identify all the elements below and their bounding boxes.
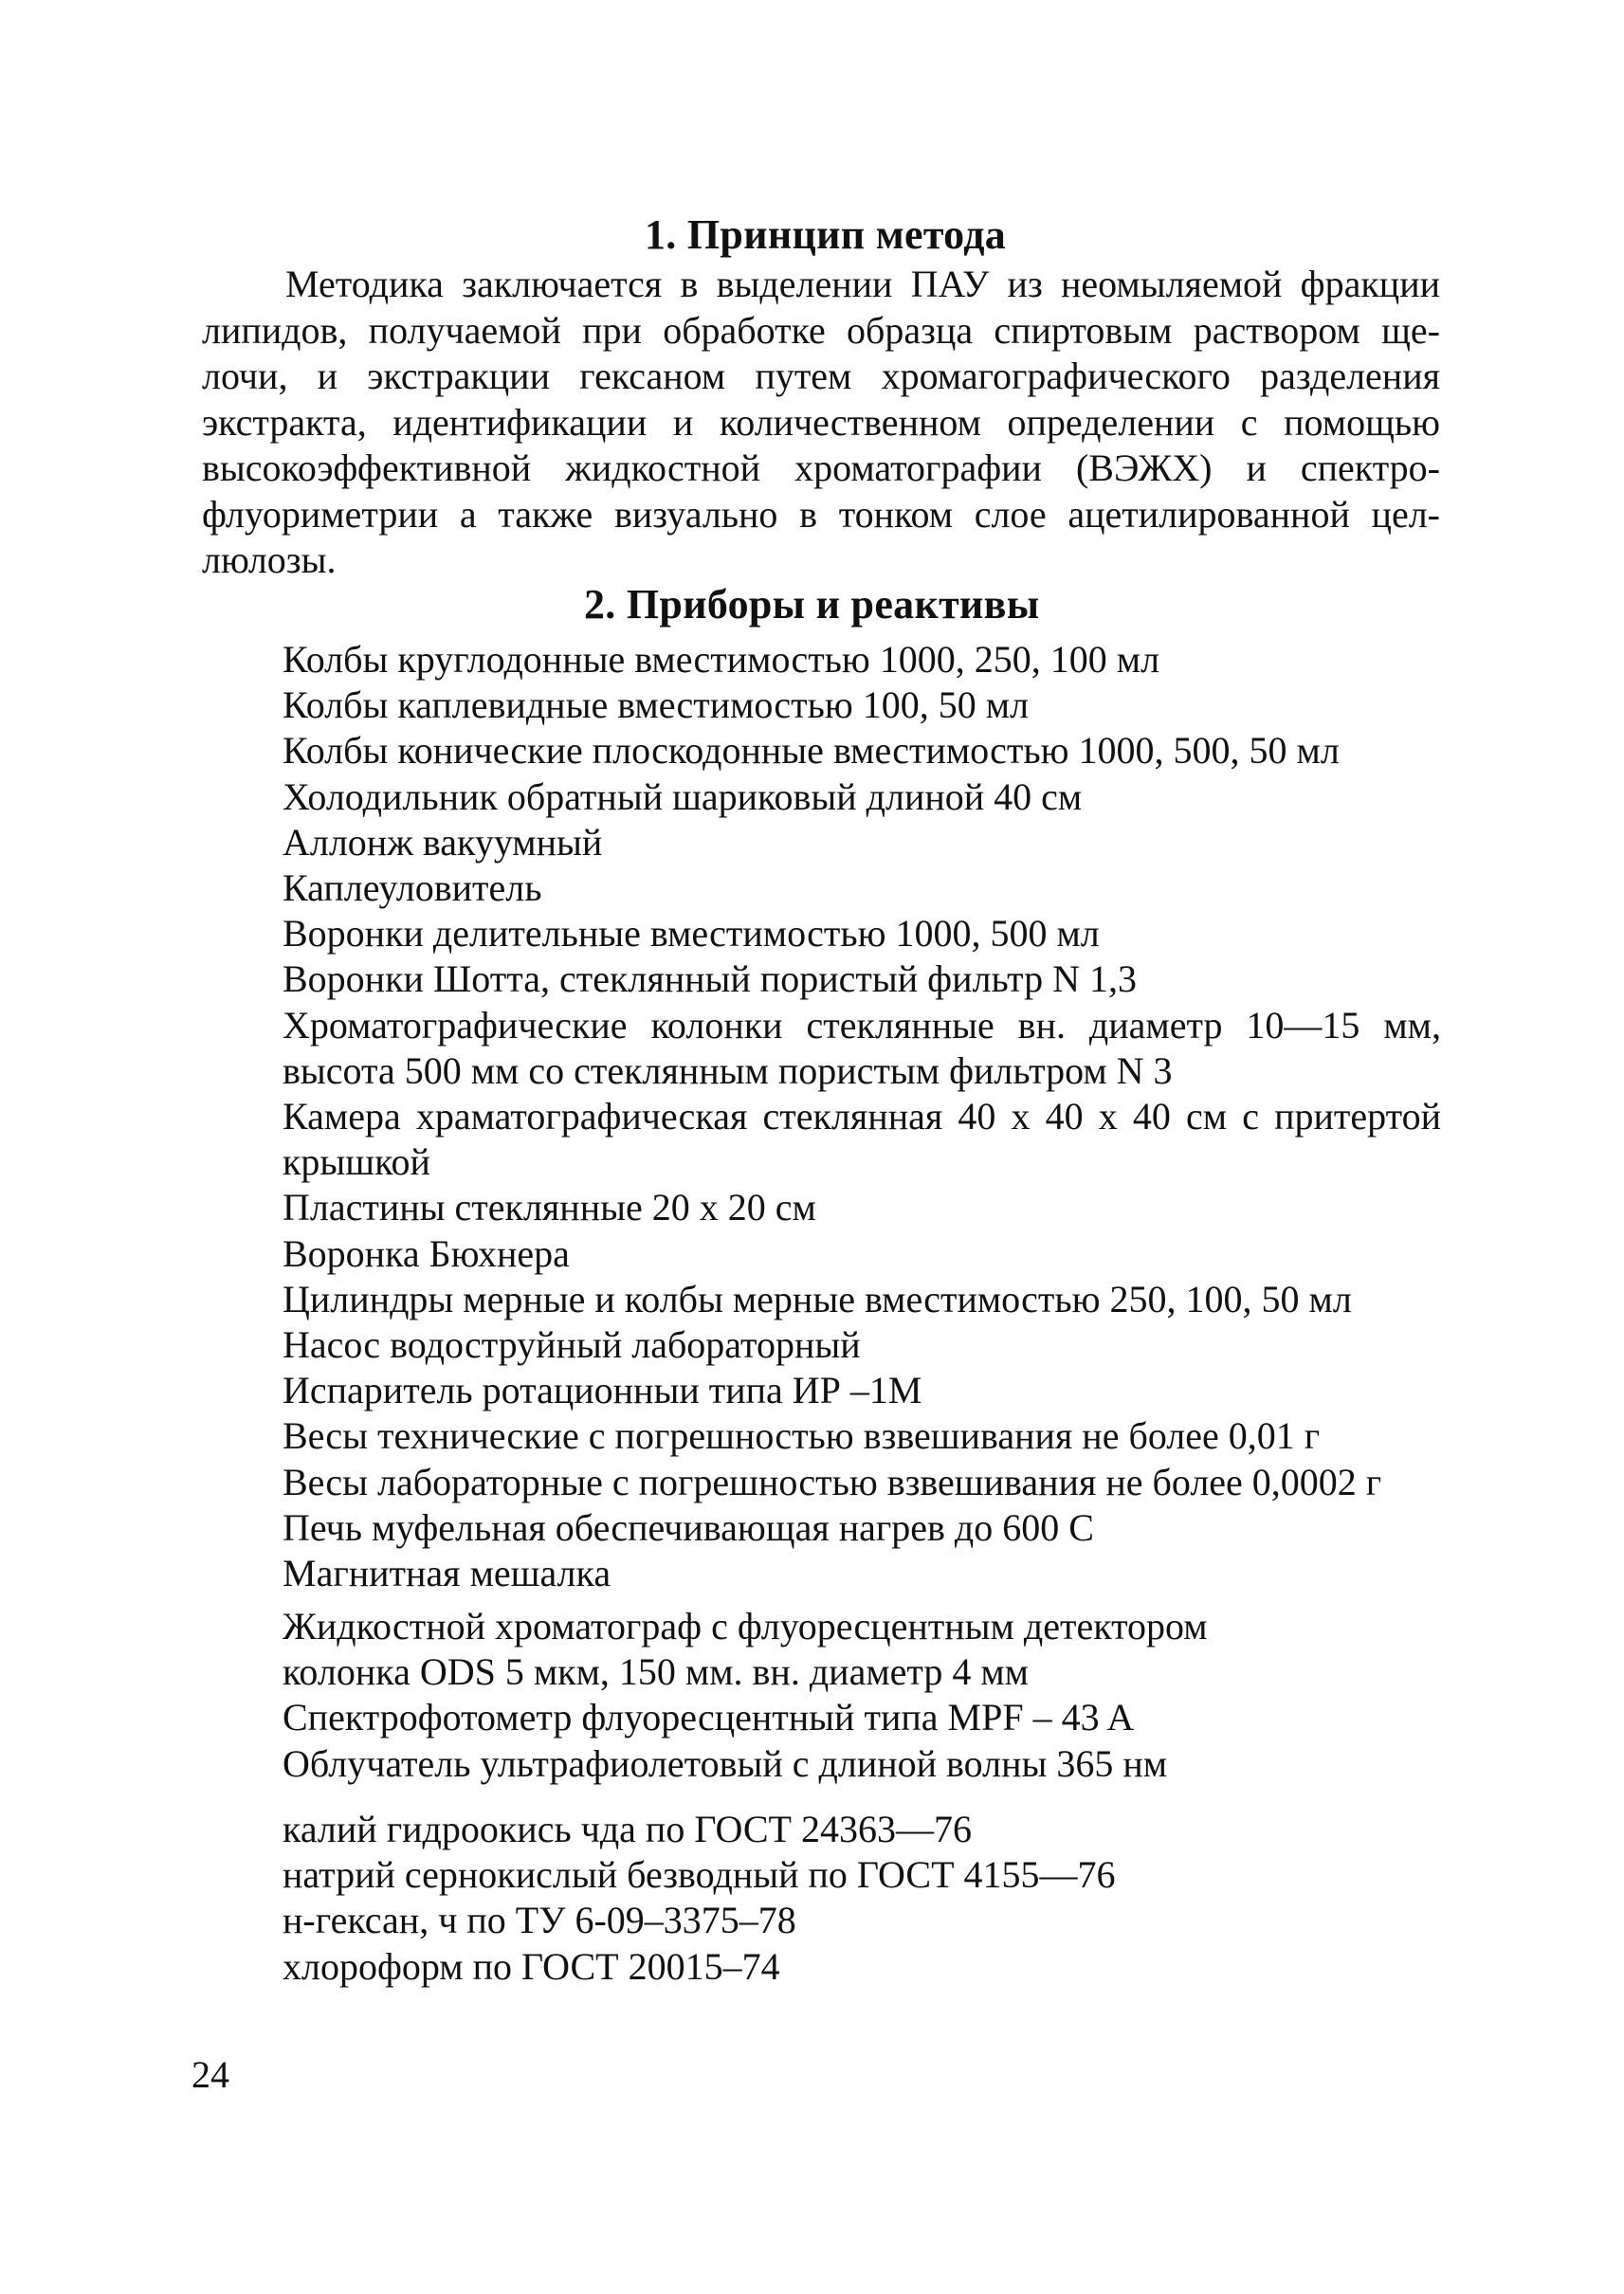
list-item: Воронка Бюхнера bbox=[283, 1231, 570, 1275]
equipment-list bbox=[283, 637, 1441, 1596]
list-item: Испаритель ротационныи типа ИР –1М bbox=[283, 1369, 922, 1412]
list-item: хлороформ по ГОСТ 20015–74 bbox=[283, 1944, 780, 1988]
list-item: Камера храматографическая стеклянная 40 х 40 х 40 см с притертой bbox=[283, 1095, 1441, 1138]
list-item: Аллонж вакуумный bbox=[283, 820, 603, 864]
list-item: Печь муфельная обеспечивающая нагрев до 600 С bbox=[283, 1505, 1094, 1549]
list-item: Колбы конические плоскодонные вместимостью 1000, 500, 50 мл bbox=[283, 729, 1340, 773]
paragraph-line: экстракта, идентификации и количественном определении с помощью bbox=[202, 400, 1440, 444]
list-item: Магнитная мешалка bbox=[283, 1552, 611, 1595]
list-item: Хроматографические колонки стеклянные вн. диаметр 10—15 мм, bbox=[283, 1003, 1441, 1047]
list-item: Колбы круглодонные вместимостью 1000, 250, 100 мл bbox=[283, 638, 1160, 681]
list-item: высота 500 мм со стеклянным пористым фильтром N 3 bbox=[283, 1048, 1173, 1092]
section-1-heading: 1. Принцип метода bbox=[645, 211, 1007, 258]
list-item: Облучатель ультрафиолетовый с длиной волны 365 нм bbox=[283, 1741, 1168, 1785]
section-1-paragraph bbox=[202, 262, 1440, 584]
paragraph-line: лочи, и экстракции гексаном путем хромагографического разделения bbox=[202, 355, 1440, 397]
paragraph-line: Методика заключается в выделении ПАУ из неомыляемой фракции bbox=[285, 263, 1440, 305]
list-item: колонка ODS 5 мкм, 150 мм. вн. диаметр 4 мм bbox=[283, 1650, 1029, 1694]
list-item: Жидкостной хроматограф с флуоресцентным детектором bbox=[283, 1605, 1208, 1648]
reagents-list bbox=[283, 1807, 1116, 1990]
paragraph-line: флуориметрии а также визуально в тонком слое ацетилированной цел- bbox=[202, 492, 1440, 536]
list-item: Каплеуловитель bbox=[283, 866, 542, 910]
list-item: Весы лабораторные с погрешностью взвешивания не более 0,0002 г bbox=[283, 1460, 1382, 1503]
devices-list bbox=[283, 1604, 1208, 1787]
section-2-heading: 2. Приборы и реактивы bbox=[584, 581, 1040, 628]
list-item: крышкой bbox=[283, 1140, 430, 1184]
paragraph-line: люлозы. bbox=[202, 538, 337, 581]
page-number: 24 bbox=[192, 2053, 229, 2096]
list-item: Колбы каплевидные вместимостью 100, 50 мл bbox=[283, 683, 1030, 727]
list-item: Весы технические с погрешностью взвешивания не более 0,01 г bbox=[283, 1414, 1321, 1458]
list-item: Спектрофотометр флуоресцентный типа MPF – 43 A bbox=[283, 1696, 1135, 1739]
list-item: Насос водоструйный лабораторный bbox=[283, 1323, 861, 1367]
list-item: Цилиндры мерные и колбы мерные вместимостью 250, 100, 50 мл bbox=[283, 1277, 1352, 1320]
paragraph-line: высокоэффективной жидкостной хроматографии (ВЭЖХ) и спектро- bbox=[202, 446, 1440, 489]
list-item: калий гидроокись чда по ГОСТ 24363—76 bbox=[283, 1808, 972, 1850]
list-item: Пластины стеклянные 20 х 20 см bbox=[283, 1186, 816, 1229]
list-item: н-гексан, ч по ТУ 6-09–3375–78 bbox=[283, 1899, 796, 1942]
list-item: Воронки Шотта, стеклянный пористый фильтр N 1,3 bbox=[283, 957, 1138, 1001]
list-item: натрий сернокислый безводный по ГОСТ 4155—76 bbox=[283, 1853, 1116, 1897]
list-item: Воронки делительные вместимостью 1000, 500 мл bbox=[283, 912, 1100, 956]
paragraph-line: липидов, получаемой при обработке образца спиртовым раствором ще- bbox=[202, 308, 1440, 352]
list-item: Холодильник обратный шариковый длиной 40 см bbox=[283, 774, 1083, 818]
